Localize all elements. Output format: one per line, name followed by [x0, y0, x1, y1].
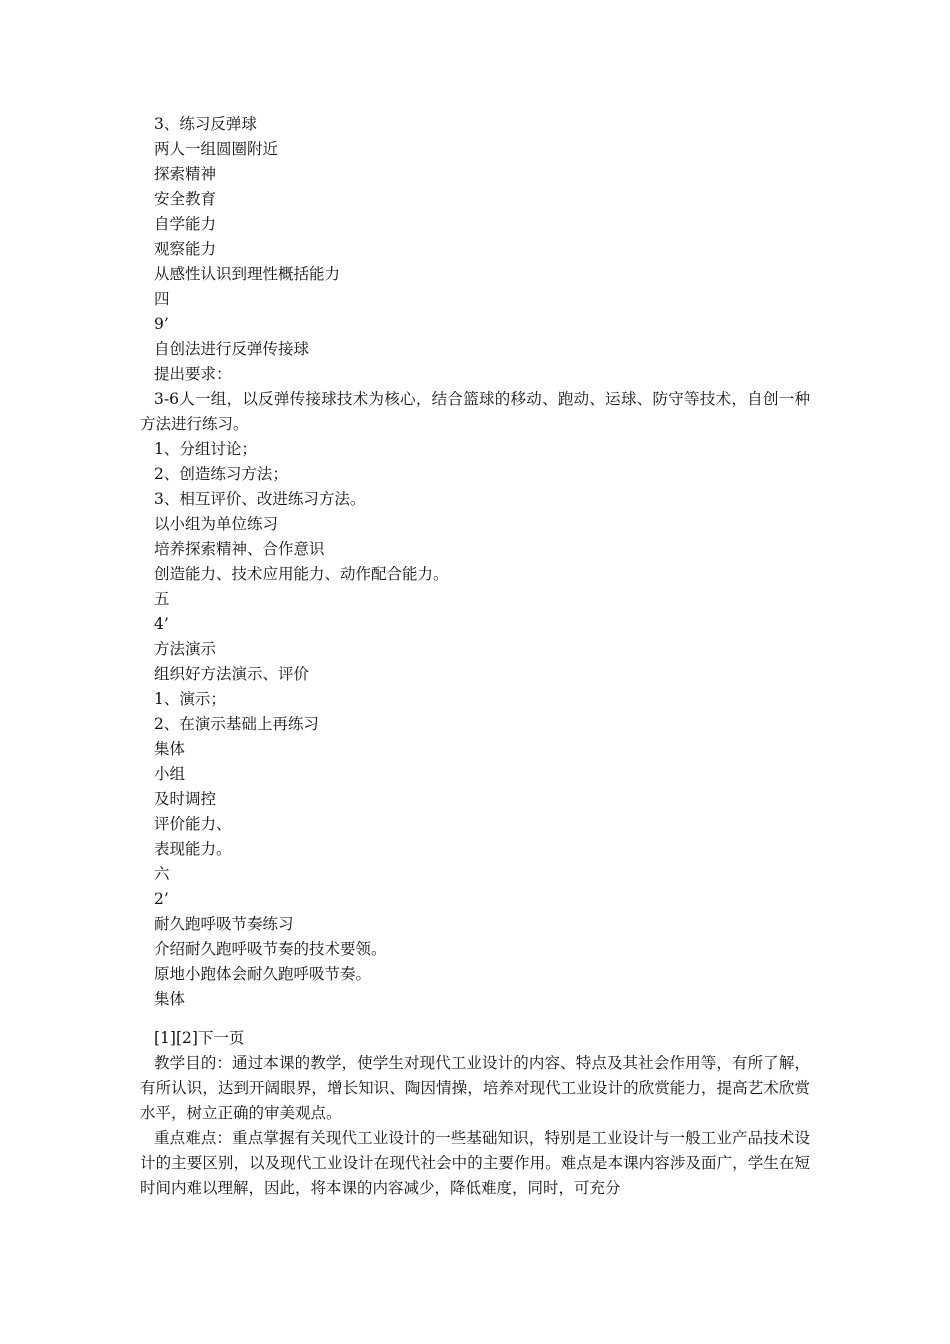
- text-line: 评价能力、: [154, 815, 232, 833]
- text-line: 2、创造练习方法；: [154, 465, 288, 483]
- text-line: 自学能力: [154, 215, 217, 233]
- text-line: 组织好方法演示、评价: [154, 665, 310, 683]
- text-line: 1、分组讨论；: [154, 440, 257, 458]
- text-line: 两人一组圆圈附近: [154, 140, 279, 158]
- text-line: 表现能力。: [154, 840, 232, 858]
- key-points-paragraph: 重点难点：重点掌握有关现代工业设计的一些基础知识，特别是工业设计与一般工业产品技术设计的主要区别，以及现代工业设计在现代社会中的主要作用。难点是本课内容涉及面广，学生在短时间内难以理解，因此，将本课的内容减少，降低难度，同时，可充分: [140, 1129, 810, 1197]
- duration: 2’: [154, 890, 169, 908]
- requirement-paragraph: 3-6人一组，以反弹传接球技术为核心，结合篮球的移动、跑动、运球、防守等技术，自创一种方法进行练习。: [140, 390, 810, 433]
- text-line: 集体: [154, 990, 186, 1008]
- text-line: 3、练习反弹球: [154, 115, 257, 133]
- pagination-links[interactable]: [1][2]下一页: [154, 1029, 245, 1047]
- text-line: 小组: [154, 765, 186, 783]
- text-line: 2、在演示基础上再练习: [154, 715, 319, 733]
- duration: 9’: [154, 315, 169, 333]
- text-line: 方法演示: [154, 640, 217, 658]
- section-number: 四: [154, 290, 170, 308]
- text-line: 3、相互评价、改进练习方法。: [154, 490, 366, 508]
- text-line: 原地小跑体会耐久跑呼吸节奏。: [154, 965, 372, 983]
- lesson-lines-top: [140, 112, 810, 387]
- text-line: 及时调控: [154, 790, 217, 808]
- text-line: 耐久跑呼吸节奏练习: [154, 915, 294, 933]
- section-number: 六: [154, 865, 170, 883]
- text-line: 介绍耐久跑呼吸节奏的技术要领。: [154, 940, 387, 958]
- text-line: 自创法进行反弹传接球: [154, 340, 310, 358]
- text-line: 观察能力: [154, 240, 217, 258]
- spacer: [140, 1012, 810, 1026]
- text-line: 创造能力、技术应用能力、动作配合能力。: [154, 565, 449, 583]
- duration: 4’: [154, 615, 169, 633]
- section-number: 五: [154, 590, 170, 608]
- teaching-goal-paragraph: 教学目的：通过本课的教学，使学生对现代工业设计的内容、特点及其社会作用等，有所了解，有所认识，达到开阔眼界，增长知识、陶因情操，培养对现代工业设计的欣赏能力，提高艺术欣赏水平，树立正确的审美观点。: [140, 1054, 810, 1122]
- text-line: 1、演示；: [154, 690, 226, 708]
- text-line: 从感性认识到理性概括能力: [154, 265, 341, 283]
- text-line: 集体: [154, 740, 186, 758]
- text-line: 以小组为单位练习: [154, 515, 279, 533]
- text-line: 培养探索精神、合作意识: [154, 540, 325, 558]
- lesson-lines-mid: [140, 437, 810, 1012]
- text-line: 安全教育: [154, 190, 217, 208]
- text-line: 提出要求：: [154, 365, 232, 383]
- document-body: [140, 112, 810, 1201]
- text-line: 探索精神: [154, 165, 217, 183]
